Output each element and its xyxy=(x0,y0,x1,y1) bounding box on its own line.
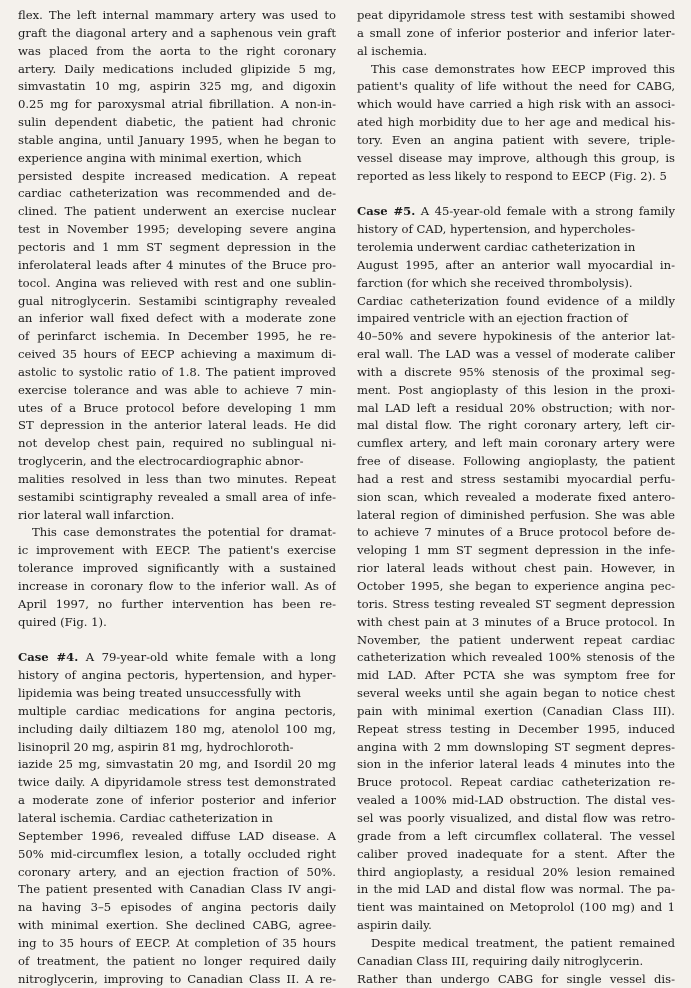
line-text: cumflex artery, and left main coronary artery were xyxy=(357,436,675,451)
line-text: several weeks until she again began to notice chest xyxy=(357,686,675,701)
text-line xyxy=(357,471,675,489)
text-line xyxy=(357,328,675,346)
text-line xyxy=(18,578,336,596)
text-line xyxy=(18,685,336,703)
text-line xyxy=(18,471,336,489)
line-text: sion scan, which revealed a moderate fixed antero- xyxy=(357,489,675,504)
text-line xyxy=(357,382,675,400)
line-text: tient was maintained on Metoprolol (100 mg) and 1 xyxy=(357,900,675,915)
text-line xyxy=(357,524,675,542)
text-line xyxy=(357,971,675,988)
text-line xyxy=(18,489,336,507)
line-text: multiple cardiac medications for angina pectoris, xyxy=(18,703,336,718)
text-line xyxy=(357,739,675,757)
text-line xyxy=(357,7,675,25)
text-line xyxy=(357,881,675,899)
line-text: A 79-year-old white female with a long xyxy=(78,650,336,665)
left-text-column xyxy=(18,7,336,988)
text-line xyxy=(357,168,675,186)
text-line xyxy=(357,721,675,739)
line-text: ST depression in the anterior lateral leads. He did xyxy=(18,418,336,433)
text-line xyxy=(18,453,336,471)
text-line xyxy=(18,43,336,61)
text-line xyxy=(18,61,336,79)
line-text: Cardiac catheterization found evidence of a mildly xyxy=(357,293,675,308)
line-text: troglycerin, and the electrocardiographic abnor- xyxy=(18,454,304,469)
line-text: flex. The left internal mammary artery was used to xyxy=(18,8,336,22)
text-line xyxy=(18,864,336,882)
line-text: with a discrete 95% stenosis of the proximal seg- xyxy=(357,364,675,379)
text-line xyxy=(357,899,675,917)
line-text: aspirin daily. xyxy=(357,918,432,933)
text-line xyxy=(18,310,336,328)
text-line xyxy=(18,203,336,221)
line-text: free of disease. Following angioplasty, the patient xyxy=(357,454,675,469)
line-text: ing to 35 hours of EECP. At completion of 35 hours xyxy=(18,935,336,950)
line-text: including daily diltiazem 180 mg, atenolol 100 mg, xyxy=(18,721,336,736)
text-line xyxy=(357,935,675,953)
text-line xyxy=(357,150,675,168)
line-text: ment. Post angioplasty of this lesion in the proxi- xyxy=(357,382,675,397)
text-line xyxy=(18,382,336,400)
line-text: clined. The patient underwent an exercise nuclear xyxy=(18,204,336,219)
line-text: 40–50% and severe hypokinesis of the anterior lat- xyxy=(357,329,675,344)
text-line xyxy=(357,400,675,418)
line-text: gual nitroglycerin. Sestamibi scintigraphy revealed xyxy=(18,293,336,308)
text-line xyxy=(18,756,336,774)
line-text: lipidemia was being treated unsuccessfully with xyxy=(18,686,302,701)
text-line xyxy=(357,435,675,453)
line-text: increase in coronary flow to the inferior wall. As of xyxy=(18,579,336,593)
text-line xyxy=(18,649,336,667)
line-text: patient's quality of life without the need for CABG, xyxy=(357,79,675,94)
text-line xyxy=(357,542,675,560)
line-text: sulin dependent diabetic, the patient had chronic xyxy=(18,115,336,130)
line-text: August 1995, after an anterior wall myocardial in- xyxy=(357,257,675,272)
text-line xyxy=(18,614,336,632)
text-line xyxy=(357,61,675,79)
text-line xyxy=(18,953,336,971)
line-text: pectoris and 1 mm ST segment depression in the xyxy=(18,239,336,254)
text-line xyxy=(357,239,675,257)
line-text: 0.25 mg for paroxysmal atrial fibrillation. A non-in- xyxy=(18,97,336,112)
line-text: terolemia underwent cardiac catheterization in xyxy=(357,239,636,254)
line-text: sestamibi scintigraphy revealed a small area of infe- xyxy=(18,489,336,504)
text-line xyxy=(357,792,675,810)
text-line xyxy=(357,310,675,328)
text-line xyxy=(357,578,675,596)
text-line xyxy=(357,221,675,239)
line-text: mal LAD left a residual 20% obstruction; with nor- xyxy=(357,400,675,415)
line-text: simvastatin 10 mg, aspirin 325 mg, and digoxin xyxy=(18,79,336,94)
line-text: malities resolved in less than two minutes. Repeat xyxy=(18,471,336,486)
text-line xyxy=(357,846,675,864)
text-line xyxy=(18,560,336,578)
text-line xyxy=(18,542,336,560)
text-line xyxy=(357,114,675,132)
text-line xyxy=(357,810,675,828)
line-text: iazide 25 mg, simvastatin 20 mg, and Isordil 20 mg xyxy=(18,757,336,772)
text-line xyxy=(18,899,336,917)
text-line xyxy=(357,828,675,846)
text-line xyxy=(18,810,336,828)
line-text: April 1997, no further intervention has been re- xyxy=(18,596,336,611)
text-line xyxy=(357,257,675,275)
text-line xyxy=(18,168,336,186)
text-line xyxy=(18,346,336,364)
text-line xyxy=(18,507,336,525)
line-text: ated high morbidity due to her age and medical his- xyxy=(357,115,675,130)
line-text: which would have carried a high risk with an associ- xyxy=(357,97,675,112)
line-text: twice daily. A dipyridamole stress test demonstrated xyxy=(18,775,336,790)
line-text: peat dipyridamole stress test with sestamibi showed xyxy=(357,8,675,22)
text-line xyxy=(18,435,336,453)
text-line xyxy=(357,78,675,96)
text-line xyxy=(357,417,675,435)
line-text: The patient presented with Canadian Class IV angi- xyxy=(18,882,336,897)
text-line xyxy=(357,293,675,311)
line-text: stable angina, until January 1995, when he began to xyxy=(18,132,336,147)
text-line xyxy=(357,703,675,721)
text-line xyxy=(18,596,336,614)
line-text: na having 3–5 episodes of angina pectoris daily xyxy=(18,900,336,915)
text-line xyxy=(357,596,675,614)
paragraph-gap xyxy=(18,632,336,650)
line-text: rior lateral wall infarction. xyxy=(18,507,175,522)
text-line xyxy=(357,507,675,525)
line-text: of perinfarct ischemia. In December 1995, he re- xyxy=(18,329,336,344)
text-line xyxy=(357,667,675,685)
line-text: lateral region of diminished perfusion. She was able xyxy=(357,507,675,522)
text-line xyxy=(357,756,675,774)
text-line xyxy=(357,649,675,667)
text-line xyxy=(18,935,336,953)
line-text: not develop chest pain, required no sublingual ni- xyxy=(18,436,336,451)
text-line xyxy=(18,132,336,150)
line-text: nitroglycerin, improving to Canadian Class II. A re- xyxy=(18,971,336,986)
line-text: quired (Fig. 1). xyxy=(18,614,107,629)
text-line xyxy=(357,560,675,578)
text-line xyxy=(18,275,336,293)
text-line xyxy=(357,614,675,632)
text-line xyxy=(357,774,675,792)
text-line xyxy=(357,346,675,364)
line-text: pain with minimal exertion (Canadian Class III). xyxy=(357,703,675,718)
line-text: grade from a left circumflex collateral. The vessel xyxy=(357,828,675,843)
line-text: mid LAD. After PCTA she was symptom free for xyxy=(357,668,675,683)
line-text: an inferior wall fixed defect with a moderate zone xyxy=(18,311,336,326)
line-text: coronary artery, and an ejection fraction of 50%. xyxy=(18,864,336,879)
line-text: October 1995, she began to experience angina pec- xyxy=(357,579,675,593)
line-text: sion in the inferior lateral leads 4 minutes into the xyxy=(357,757,675,772)
text-line xyxy=(18,828,336,846)
line-text: November, the patient underwent repeat cardiac xyxy=(357,632,675,647)
line-text: tolerance improved significantly with a sustained xyxy=(18,561,336,576)
line-text: of treatment, the patient no longer required daily xyxy=(18,953,336,968)
text-line xyxy=(18,400,336,418)
line-text: lateral ischemia. Cardiac catheterization in xyxy=(18,810,273,825)
line-text: This case demonstrates the potential for dramat- xyxy=(32,525,336,540)
line-text: graft the diagonal artery and a saphenous vein graft xyxy=(18,25,336,40)
text-line xyxy=(357,864,675,882)
text-line xyxy=(357,275,675,293)
case-heading: Case #5. xyxy=(357,204,416,219)
text-line xyxy=(18,846,336,864)
line-text: ceived 35 hours of EECP achieving a maximum di- xyxy=(18,347,336,362)
line-text: astolic to systolic ratio of 1.8. The patient improved xyxy=(18,364,336,379)
line-text: a small zone of inferior posterior and inferior later- xyxy=(357,25,675,40)
line-text: This case demonstrates how EECP improved this xyxy=(371,61,675,76)
text-line xyxy=(357,43,675,61)
text-line xyxy=(18,293,336,311)
line-text: with chest pain at 3 minutes of a Bruce protocol. In xyxy=(357,614,675,629)
paragraph-gap xyxy=(357,185,675,203)
case-heading: Case #4. xyxy=(18,650,79,665)
text-line xyxy=(18,792,336,810)
line-text: in the mid LAD and distal flow was normal. The pa- xyxy=(357,882,675,897)
line-text: reported as less likely to respond to EECP (Fig. 2). 5 xyxy=(357,168,667,183)
text-line xyxy=(357,203,675,221)
line-text: Rather than undergo CABG for single vessel dis- xyxy=(357,971,675,986)
line-text: farction (for which she received thrombolysis). xyxy=(357,275,633,290)
text-line xyxy=(18,185,336,203)
line-text: a moderate zone of inferior posterior and inferior xyxy=(18,793,336,808)
line-text: inferolateral leads after 4 minutes of the Bruce pro- xyxy=(18,257,336,272)
line-text: tory. Even an angina patient with severe, triple- xyxy=(357,132,675,147)
text-line xyxy=(18,971,336,988)
text-line xyxy=(18,524,336,542)
line-text: Bruce protocol. Repeat cardiac catheterization re- xyxy=(357,775,675,790)
line-text: mal distal flow. The right coronary artery, left cir- xyxy=(357,418,675,433)
line-text: utes of a Bruce protocol before developing 1 mm xyxy=(18,400,336,415)
line-text: artery. Daily medications included glipizide 5 mg, xyxy=(18,61,336,76)
text-line xyxy=(357,132,675,150)
text-line xyxy=(18,328,336,346)
line-text: tocol. Angina was relieved with rest and one sublin- xyxy=(18,275,336,290)
text-line xyxy=(357,96,675,114)
line-text: cardiac catheterization was recommended and de- xyxy=(18,186,336,201)
text-line xyxy=(18,96,336,114)
text-line xyxy=(18,364,336,382)
text-line xyxy=(18,667,336,685)
text-line xyxy=(18,881,336,899)
line-text: impaired ventricle with an ejection fraction of xyxy=(357,311,628,326)
text-line xyxy=(357,953,675,971)
line-text: al ischemia. xyxy=(357,43,428,58)
line-text: veloping 1 mm ST segment depression in the infe- xyxy=(357,543,675,558)
text-line xyxy=(18,739,336,757)
line-text: experience angina with minimal exertion, which xyxy=(18,150,302,165)
line-text: Repeat stress testing in December 1995, induced xyxy=(357,721,675,736)
text-line xyxy=(357,489,675,507)
right-text-column xyxy=(357,7,675,988)
text-line xyxy=(18,917,336,935)
line-text: caliber proved inadequate for a stent. After the xyxy=(357,846,675,861)
text-line xyxy=(18,7,336,25)
text-line xyxy=(18,721,336,739)
line-text: had a rest and stress sestamibi myocardial perfu- xyxy=(357,471,675,486)
text-line xyxy=(357,685,675,703)
text-line xyxy=(357,25,675,43)
line-text: ic improvement with EECP. The patient's exercise xyxy=(18,543,336,558)
line-text: persisted despite increased medication. A repeat xyxy=(18,168,336,183)
text-line xyxy=(18,257,336,275)
line-text: 50% mid-circumflex lesion, a totally occluded right xyxy=(18,846,336,861)
line-text: with minimal exertion. She declined CABG, agree- xyxy=(18,918,336,933)
line-text: to achieve 7 minutes of a Bruce protocol before de- xyxy=(357,525,675,540)
line-text: angina with 2 mm downsloping ST segment depres- xyxy=(357,739,675,754)
text-line xyxy=(18,417,336,435)
text-line xyxy=(18,78,336,96)
line-text: history of angina pectoris, hypertension, and hyper- xyxy=(18,668,336,683)
text-line xyxy=(18,221,336,239)
line-text: September 1996, revealed diffuse LAD disease. A xyxy=(18,828,336,843)
text-line xyxy=(18,150,336,168)
line-text: history of CAD, hypertension, and hypercholes- xyxy=(357,222,636,237)
line-text: exercise tolerance and was able to achieve 7 min- xyxy=(18,382,336,397)
line-text: lisinopril 20 mg, aspirin 81 mg, hydrochloroth- xyxy=(18,739,294,754)
line-text: third angioplasty, a residual 20% lesion remained xyxy=(357,864,675,879)
line-text: test in November 1995; developing severe angina xyxy=(18,222,336,237)
line-text: vealed a 100% mid-LAD obstruction. The distal ves- xyxy=(357,793,675,808)
text-line xyxy=(357,364,675,382)
text-line xyxy=(18,239,336,257)
line-text: Canadian Class III, requiring daily nitroglycerin. xyxy=(357,953,644,968)
text-line xyxy=(18,25,336,43)
text-line xyxy=(357,453,675,471)
line-text: Despite medical treatment, the patient remained xyxy=(371,935,675,950)
line-text: catheterization which revealed 100% stenosis of the xyxy=(357,650,675,665)
text-line xyxy=(357,917,675,935)
line-text: A 45-year-old female with a strong family xyxy=(415,204,675,219)
line-text: toris. Stress testing revealed ST segment depression xyxy=(357,596,675,611)
text-line xyxy=(18,774,336,792)
line-text: rior lateral leads without chest pain. However, in xyxy=(357,561,675,576)
text-line xyxy=(18,114,336,132)
text-line xyxy=(18,703,336,721)
line-text: was placed from the aorta to the right coronary xyxy=(18,43,336,58)
line-text: vessel disease may improve, although this group, is xyxy=(357,150,675,165)
text-line xyxy=(357,632,675,650)
line-text: eral wall. The LAD was a vessel of moderate caliber xyxy=(357,347,675,362)
line-text: sel was poorly visualized, and distal flow was retro- xyxy=(357,810,675,825)
